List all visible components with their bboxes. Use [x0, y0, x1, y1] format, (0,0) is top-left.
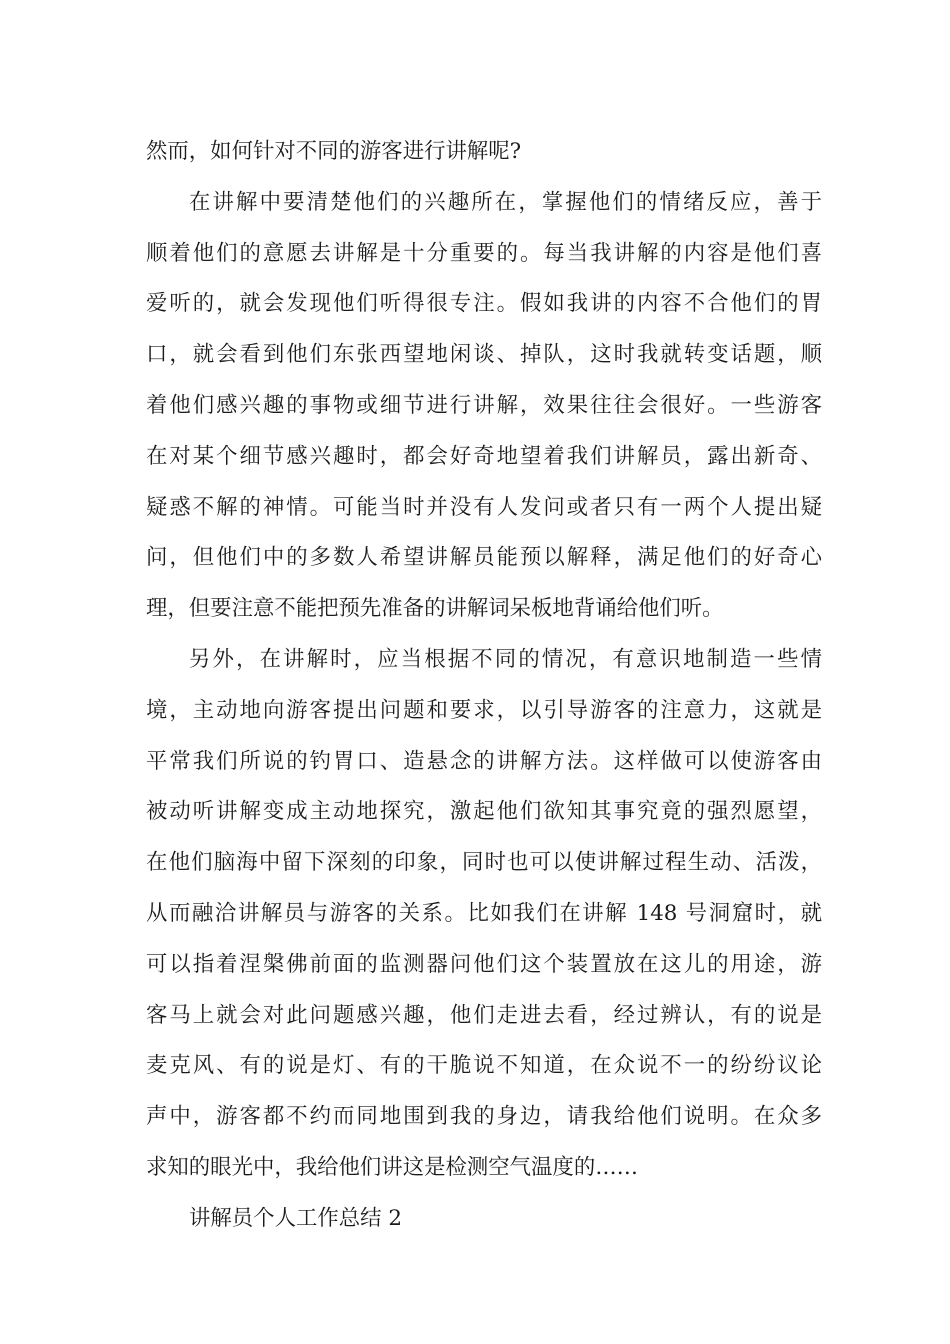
text-line: 在讲解中要清楚他们的兴趣所在，掌握他们的情绪反应，善于 [189, 189, 822, 215]
text-line: 客马上就会对此问题感兴趣，他们走进去看，经过辨认，有的说是 [146, 1002, 822, 1028]
text-line: 在对某个细节感兴趣时，都会好奇地望着我们讲解员，露出新奇、 [146, 443, 822, 469]
text-line: 另外，在讲解时，应当根据不同的情况，有意识地制造一些情 [189, 646, 822, 672]
text-line: 口，就会看到他们东张西望地闲谈、掉队，这时我就转变话题，顺 [146, 342, 822, 368]
text-line: 平常我们所说的钓胃口、造悬念的讲解方法。这样做可以使游客由 [146, 748, 822, 774]
text-line: 着他们感兴趣的事物或细节进行讲解，效果往往会很好。一些游客 [146, 392, 822, 418]
text-line: 然而，如何针对不同的游客进行讲解呢? [146, 139, 522, 164]
text-line: 被动听讲解变成主动地探究，激起他们欲知其事究竟的强烈愿望， [146, 799, 822, 825]
text-line: 疑惑不解的神情。可能当时并没有人发问或者只有一两个人提出疑 [146, 494, 822, 520]
text-line: 可以指着涅槃佛前面的监测器问他们这个装置放在这儿的用途，游 [146, 951, 822, 977]
text-line: 爱听的，就会发现他们听得很专注。假如我讲的内容不合他们的胃 [146, 291, 822, 317]
text-line: 顺着他们的意愿去讲解是十分重要的。每当我讲解的内容是他们喜 [146, 240, 822, 266]
body-text [146, 127, 822, 1245]
text-line: 问，但他们中的多数人希望讲解员能预以解释，满足他们的好奇心 [146, 545, 822, 571]
text-line: 声中，游客都不约而同地围到我的身边，请我给他们说明。在众多 [146, 1104, 822, 1130]
text-line: 在他们脑海中留下深刻的印象，同时也可以使讲解过程生动、活泼， [146, 850, 822, 876]
text-line: 从而融洽讲解员与游客的关系。比如我们在讲解 148 号洞窟时，就 [146, 900, 822, 926]
text-line: 麦克风、有的说是灯、有的干脆说不知道，在众说不一的纷纷议论 [146, 1053, 822, 1079]
section-heading: 讲解员个人工作总结 2 [189, 1205, 402, 1231]
text-line: 求知的眼光中，我给他们讲这是检测空气温度的…… [146, 1154, 638, 1180]
text-line: 理，但要注意不能把预先准备的讲解词呆板地背诵给他们听。 [146, 596, 724, 622]
text-line: 境，主动地向游客提出问题和要求，以引导游客的注意力，这就是 [146, 697, 822, 723]
